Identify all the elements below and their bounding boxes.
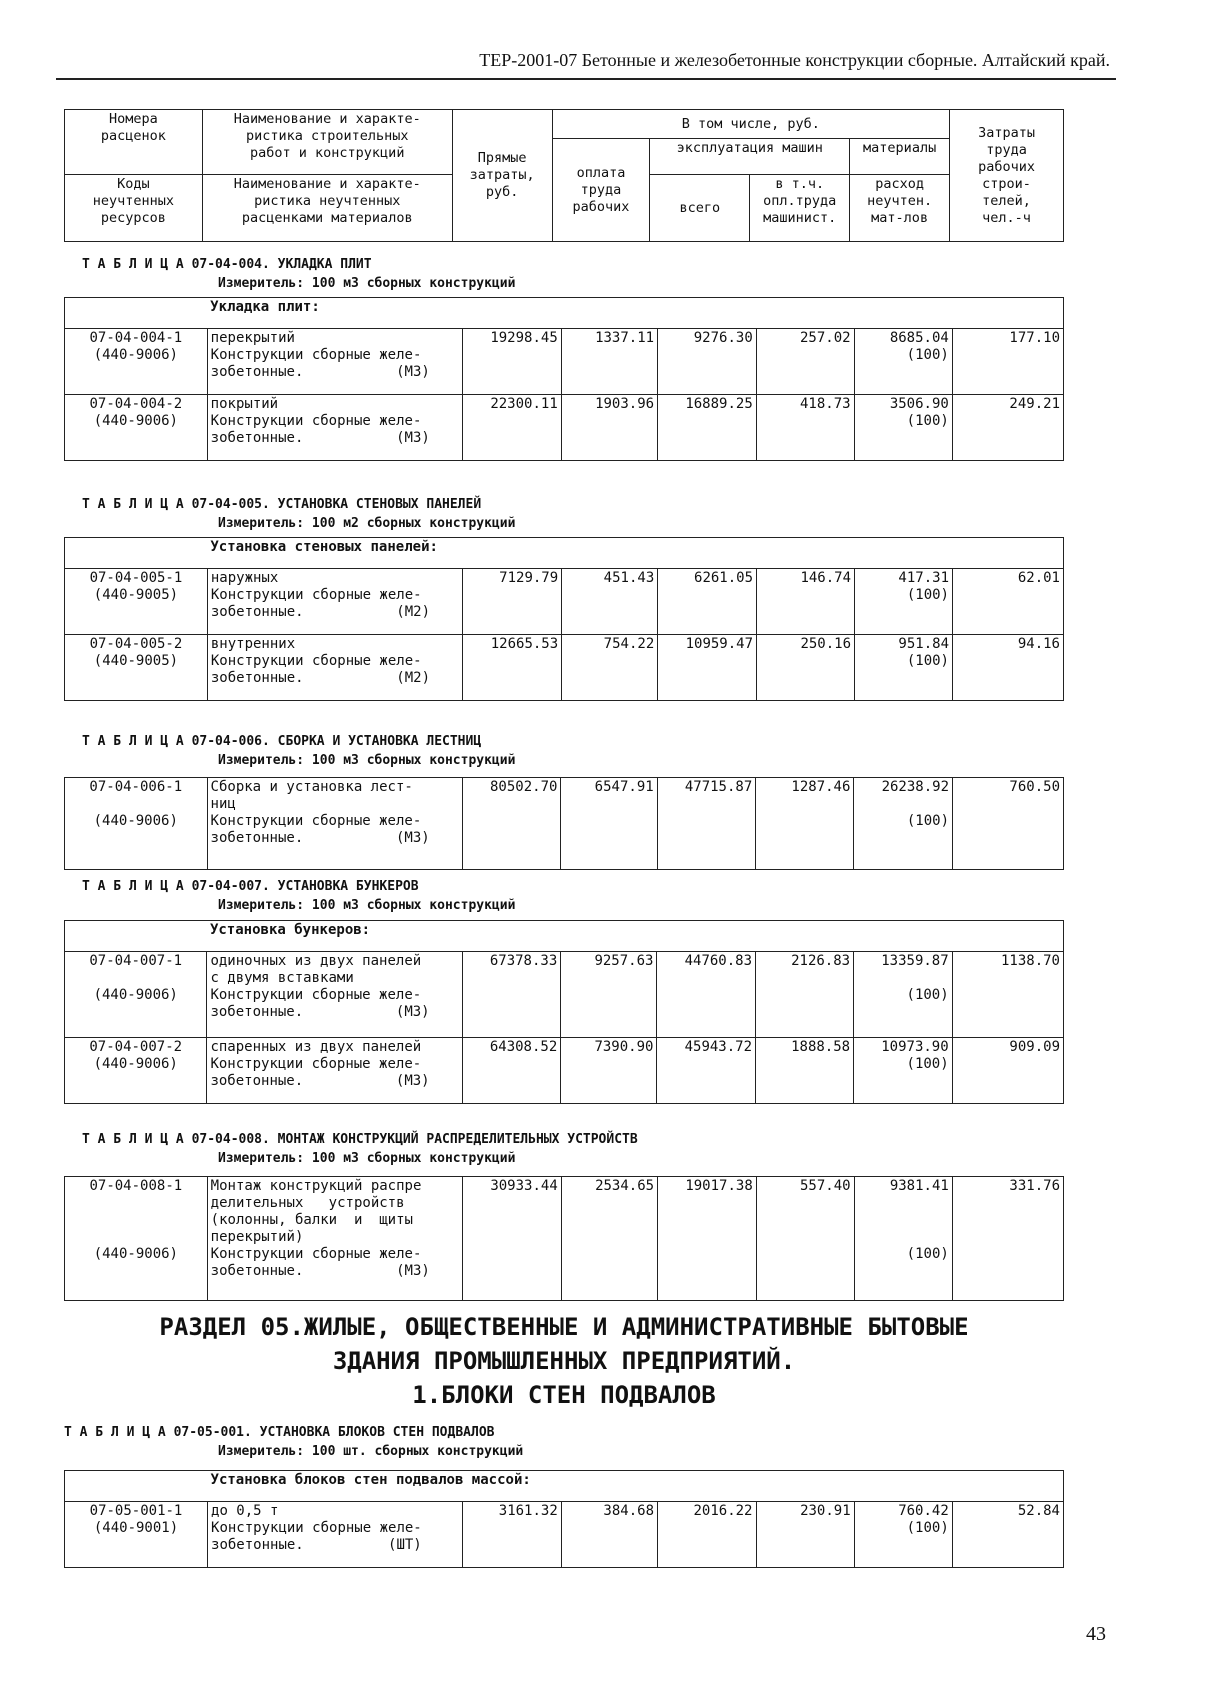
labor-hours: 331.76 (952, 1177, 1063, 1301)
machine-total: 10959.47 (658, 635, 757, 701)
rate-code: 07-04-007-2 (440-9006) (65, 1038, 207, 1104)
direct-costs: 30933.44 (463, 1177, 562, 1301)
labor-pay: 9257.63 (561, 952, 657, 1038)
group-heading: Укладка плит: (207, 298, 1063, 329)
work-name: Сборка и установка лест- ниц Конструкции сборные желе- зобетонные. (М3) (207, 778, 462, 870)
driver-pay: 2126.83 (756, 952, 854, 1038)
material-use: 26238.92 (100) (854, 778, 953, 870)
table-row (65, 395, 1064, 461)
labor-hours: 177.10 (952, 329, 1063, 395)
table-measure: Измеритель: 100 м3 сборных конструкций (218, 1151, 516, 1166)
work-name: покрытий Конструкции сборные желе- зобетонные. (М3) (207, 395, 462, 461)
labor-pay: 2534.65 (561, 1177, 657, 1301)
table-row (65, 778, 1064, 870)
driver-pay-header: в т.ч. опл.труда машинист. (750, 175, 850, 242)
material-use: 8685.04 (100) (854, 329, 952, 395)
labor-pay: 1337.11 (561, 329, 657, 395)
table-caption: Т А Б Л И Ц А 07-04-007. УСТАНОВКА БУНКЕРОВ (82, 879, 419, 894)
table-row (65, 635, 1064, 701)
labor-pay: 1903.96 (561, 395, 657, 461)
driver-pay: 1287.46 (756, 778, 854, 870)
direct-costs: 3161.32 (463, 1502, 562, 1568)
direct-costs: 12665.53 (463, 635, 562, 701)
direct-costs-header: Прямые затраты, руб. (452, 110, 552, 242)
machine-total: 9276.30 (658, 329, 757, 395)
table-row (65, 1177, 1064, 1301)
rate-table (64, 1470, 1064, 1568)
direct-costs: 80502.70 (462, 778, 561, 870)
material-use: 760.42 (100) (854, 1502, 952, 1568)
table-row (65, 329, 1064, 395)
table-row (65, 952, 1064, 1038)
material-use: 417.31 (100) (855, 569, 953, 635)
work-name: внутренних Конструкции сборные желе- зобетонные. (М2) (207, 635, 463, 701)
material-use: 13359.87 (100) (854, 952, 953, 1038)
table-caption: Т А Б Л И Ц А 07-04-006. СБОРКА И УСТАНОВКА ЛЕСТНИЦ (82, 734, 482, 749)
direct-costs: 19298.45 (463, 329, 562, 395)
section-title-line: РАЗДЕЛ 05.ЖИЛЫЕ, ОБЩЕСТВЕННЫЕ И АДМИНИСТРАТИВНЫЕ БЫТОВЫЕ (159, 1313, 969, 1341)
labor-hours: 909.09 (952, 1038, 1063, 1104)
driver-pay: 230.91 (756, 1502, 854, 1568)
table-measure: Измеритель: 100 м3 сборных конструкций (218, 276, 516, 291)
group-heading: Установка блоков стен подвалов массой: (208, 1471, 1064, 1502)
rate-table (64, 1176, 1064, 1301)
machine-total: 47715.87 (657, 778, 756, 870)
page-header (56, 48, 1116, 80)
group-heading: Установка бункеров: (207, 921, 1064, 952)
table-row (65, 1038, 1064, 1104)
labor-costs-header: Затраты труда рабочих строи- телей, чел.-ч (950, 110, 1064, 242)
including-header: В том числе, руб. (552, 110, 950, 139)
machine-total: 6261.05 (658, 569, 757, 635)
page-number: 43 (1086, 1623, 1106, 1645)
direct-costs: 67378.33 (462, 952, 561, 1038)
table-caption: Т А Б Л И Ц А 07-04-005. УСТАНОВКА СТЕНОВЫХ ПАНЕЛЕЙ (82, 497, 482, 512)
machine-total-header: всего (650, 175, 750, 242)
group-heading: Установка стеновых панелей: (207, 538, 1063, 569)
labor-pay: 384.68 (561, 1502, 657, 1568)
rate-table (64, 537, 1064, 701)
work-name: Монтаж конструкций распре делительных устройств (колонны, балки и щиты перекрытий) Конструкции сборные желе- зобетонные. (М3) (207, 1177, 462, 1301)
rate-code: 07-04-006-1 (440-9006) (65, 778, 208, 870)
rate-table (64, 777, 1064, 870)
table-measure: Измеритель: 100 м3 сборных конструкций (218, 898, 516, 913)
material-use-header: расход неучтен. мат-лов (850, 175, 950, 242)
material-use: 10973.90 (100) (854, 1038, 953, 1104)
rate-code: 07-04-007-1 (440-9006) (65, 952, 207, 1038)
rate-code: 07-04-004-2 (440-9006) (65, 395, 208, 461)
material-use: 3506.90 (100) (854, 395, 952, 461)
work-name: перекрытий Конструкции сборные желе- зобетонные. (М3) (207, 329, 462, 395)
table-row (65, 569, 1064, 635)
work-name: одиночных из двух панелей с двумя вставками Конструкции сборные желе- зобетонные. (М3) (207, 952, 462, 1038)
table-row (65, 1502, 1064, 1568)
section-subtitle: 1.БЛОКИ СТЕН ПОДВАЛОВ (412, 1381, 716, 1409)
labor-pay: 754.22 (562, 635, 658, 701)
labor-hours: 62.01 (953, 569, 1064, 635)
direct-costs: 22300.11 (463, 395, 562, 461)
table-measure: Измеритель: 100 м2 сборных конструкций (218, 516, 516, 531)
machine-total: 19017.38 (658, 1177, 757, 1301)
material-names-header: Наименование и характе- ристика неучтенных расценками материалов (202, 175, 452, 242)
rate-table (64, 297, 1064, 461)
direct-costs: 7129.79 (463, 569, 562, 635)
machine-total: 44760.83 (657, 952, 756, 1038)
labor-pay: 451.43 (562, 569, 658, 635)
labor-hours: 52.84 (952, 1502, 1063, 1568)
driver-pay: 250.16 (757, 635, 855, 701)
material-use: 951.84 (100) (855, 635, 953, 701)
work-name: наружных Конструкции сборные желе- зобетонные. (М2) (207, 569, 463, 635)
table-caption: Т А Б Л И Ц А 07-04-008. МОНТАЖ КОНСТРУКЦИЙ РАСПРЕДЕЛИТЕЛЬНЫХ УСТРОЙСТВ (82, 1132, 638, 1147)
driver-pay: 257.02 (756, 329, 854, 395)
labor-hours: 249.21 (952, 395, 1063, 461)
work-name: спаренных из двух панелей Конструкции сборные желе- зобетонные. (М3) (207, 1038, 462, 1104)
column-header-table (64, 109, 1064, 242)
running-title: ТЕР-2001-07 Бетонные и железобетонные конструкции сборные. Алтайский край. (479, 50, 1110, 70)
rate-code: 07-04-005-1 (440-9005) (65, 569, 208, 635)
machine-operation-header: эксплуатация машин (650, 139, 850, 175)
section-heading (64, 1310, 1064, 1412)
driver-pay: 146.74 (757, 569, 855, 635)
labor-hours: 1138.70 (952, 952, 1063, 1038)
material-use: 9381.41 (100) (854, 1177, 952, 1301)
machine-total: 45943.72 (657, 1038, 756, 1104)
work-name-header: Наименование и характе- ристика строительных работ и конструкций (202, 110, 452, 175)
rate-code: 07-04-005-2 (440-9005) (65, 635, 208, 701)
labor-pay-header: оплата труда рабочих (552, 139, 650, 242)
driver-pay: 1888.58 (756, 1038, 854, 1104)
table-caption: Т А Б Л И Ц А 07-04-004. УКЛАДКА ПЛИТ (82, 257, 372, 272)
resource-codes-header: Коды неучтенных ресурсов (65, 175, 203, 242)
rate-code: 07-04-008-1 (440-9006) (65, 1177, 208, 1301)
machine-total: 2016.22 (658, 1502, 757, 1568)
rate-table (64, 920, 1064, 1104)
driver-pay: 418.73 (756, 395, 854, 461)
work-name: до 0,5 т Конструкции сборные желе- зобетонные. (ШТ) (208, 1502, 463, 1568)
materials-header: материалы (850, 139, 950, 175)
labor-hours: 94.16 (953, 635, 1064, 701)
section-title-line: ЗДАНИЯ ПРОМЫШЛЕННЫХ ПРЕДПРИЯТИЙ. (332, 1347, 796, 1375)
rate-numbers-header: Номера расценок (65, 110, 203, 175)
labor-hours: 760.50 (953, 778, 1064, 870)
rate-code: 07-05-001-1 (440-9001) (65, 1502, 208, 1568)
machine-total: 16889.25 (658, 395, 757, 461)
driver-pay: 557.40 (756, 1177, 854, 1301)
direct-costs: 64308.52 (462, 1038, 561, 1104)
table-measure: Измеритель: 100 шт. сборных конструкций (218, 1444, 524, 1459)
rate-code: 07-04-004-1 (440-9006) (65, 329, 208, 395)
labor-pay: 7390.90 (561, 1038, 657, 1104)
table-caption: Т А Б Л И Ц А 07-05-001. УСТАНОВКА БЛОКОВ СТЕН ПОДВАЛОВ (64, 1425, 495, 1440)
labor-pay: 6547.91 (561, 778, 657, 870)
table-measure: Измеритель: 100 м3 сборных конструкций (218, 753, 516, 768)
